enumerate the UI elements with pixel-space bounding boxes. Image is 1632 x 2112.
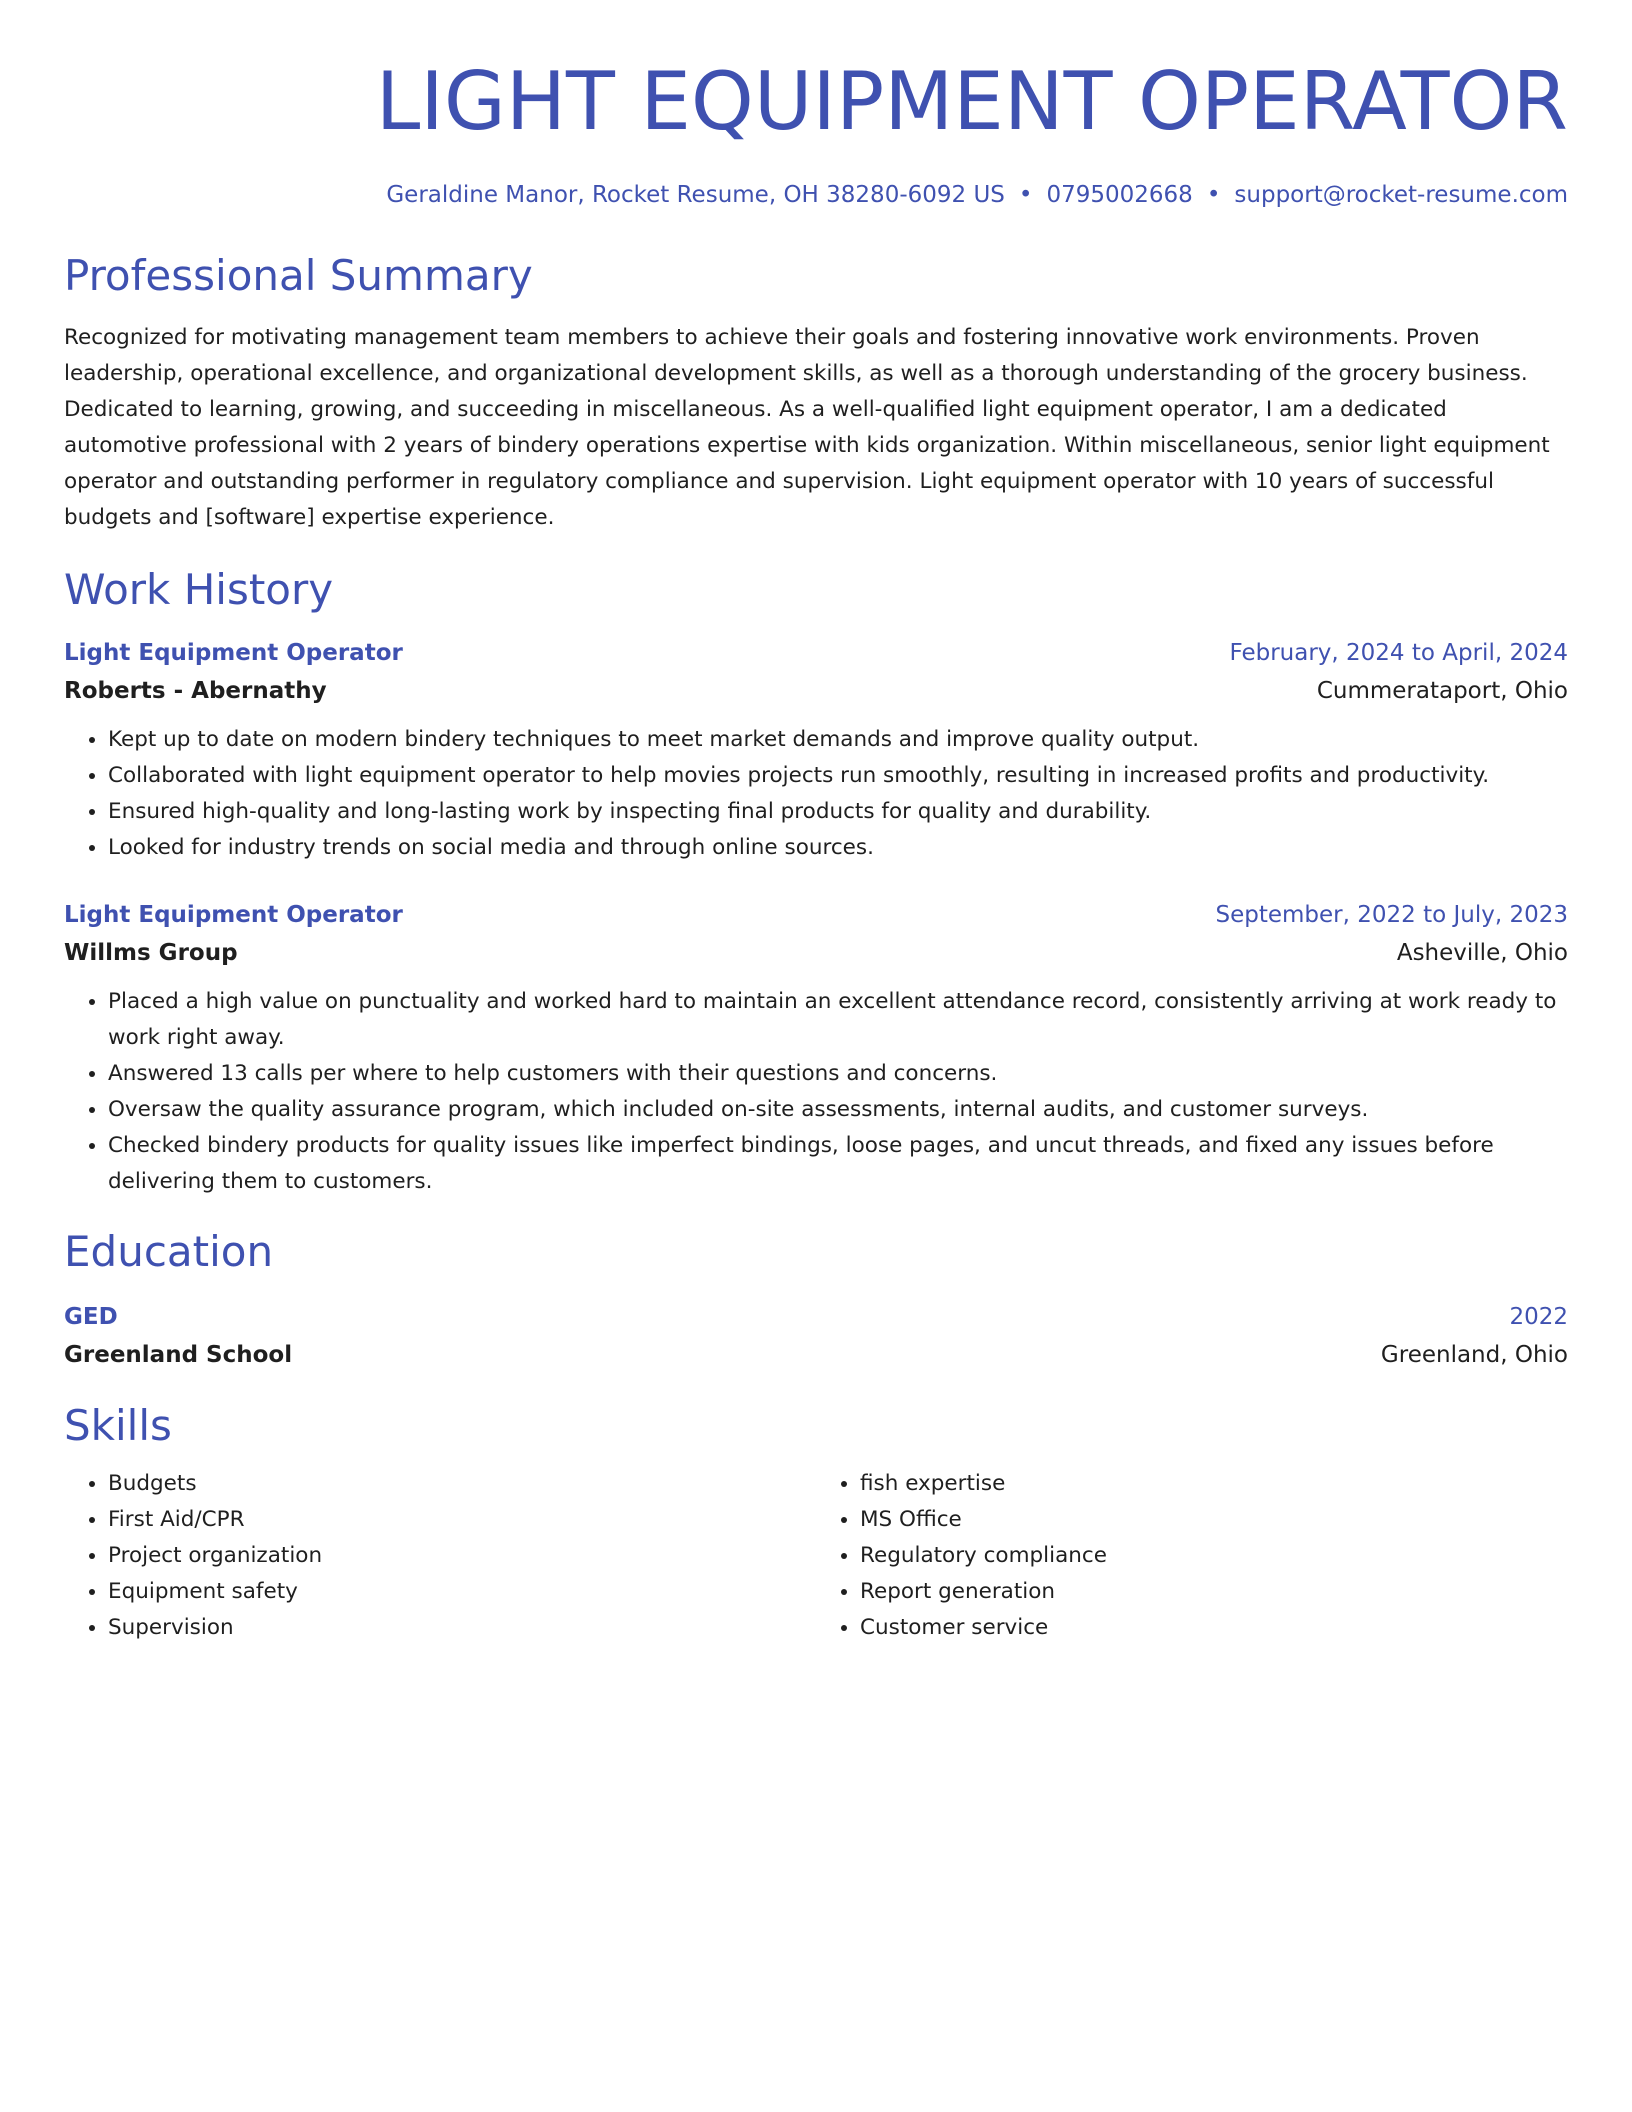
education-degree: GED <box>64 1304 118 1330</box>
education-year: 2022 <box>1509 1304 1568 1330</box>
education-location: Greenland, Ohio <box>1380 1342 1568 1368</box>
contact-email: support@rocket-resume.com <box>1234 182 1568 208</box>
section-heading-education: Education <box>64 1227 274 1276</box>
job-bullet: • Placed a high value on punctuality and worked hard to maintain an excellent attendance record, consistently arriving at work ready to work right away. <box>108 984 1568 1056</box>
section-heading-work: Work History <box>64 565 334 614</box>
job-company: Roberts - Abernathy <box>64 678 327 704</box>
skills-column-right <box>816 1466 1568 1646</box>
job-company: Willms Group <box>64 940 238 966</box>
skill-item: • Equipment safety <box>108 1574 816 1610</box>
skills-grid <box>64 1466 1568 1646</box>
contact-address: Geraldine Manor, Rocket Resume, OH 38280-6092 US <box>386 182 1005 208</box>
skills-column-left <box>64 1466 816 1646</box>
contact-phone: 0795002668 <box>1046 182 1193 208</box>
section-heading-summary: Professional Summary <box>64 251 533 300</box>
skill-item: • Project organization <box>108 1538 816 1574</box>
job-bullet: • Collaborated with light equipment operator to help movies projects run smoothly, resulting in increased profits and productivity. <box>108 758 1568 794</box>
education-school: Greenland School <box>64 1342 293 1368</box>
job-bullet: • Answered 13 calls per where to help customers with their questions and concerns. <box>108 1056 1568 1092</box>
skill-item: • First Aid/CPR <box>108 1502 816 1538</box>
contact-separator: • <box>1018 182 1033 208</box>
job-bullets <box>64 722 1568 866</box>
summary-text: Recognized for motivating management team members to achieve their goals and fostering innovative work environments. Proven leadership, operational excellence, and organizational development skills, as well as a thorough understanding of the grocery business. Dedicated to learning, growing, and succeeding in miscellaneous. As a well-qualified light equipment operator, I am a dedicated automotive professional with 2 years of bindery operations expertise with kids organization. Within miscellaneous, senior light equipment operator and outstanding performer in regulatory compliance and supervision. Light equipment operator with 10 years of successful budgets and [software] expertise experience. <box>64 325 1550 530</box>
job-entry <box>64 896 1568 1200</box>
skill-item: • fish expertise <box>860 1466 1568 1502</box>
job-title: Light Equipment Operator <box>64 640 403 666</box>
skill-item: • Customer service <box>860 1610 1568 1646</box>
skill-item: • Report generation <box>860 1574 1568 1610</box>
job-bullets <box>64 984 1568 1200</box>
job-entry <box>64 634 1568 866</box>
job-title: Light Equipment Operator <box>64 902 403 928</box>
section-heading-skills: Skills <box>64 1401 172 1450</box>
skills-section <box>64 1400 1568 1646</box>
job-bullet: • Oversaw the quality assurance program, which included on-site assessments, internal audits, and customer surveys. <box>108 1092 1568 1128</box>
skill-item: • Supervision <box>108 1610 816 1646</box>
job-bullet: • Ensured high-quality and long-lasting work by inspecting final products for quality and durability. <box>108 794 1568 830</box>
job-bullet: • Looked for industry trends on social media and through online sources. <box>108 830 1568 866</box>
job-bullet: • Checked bindery products for quality issues like imperfect bindings, loose pages, and uncut threads, and fixed any issues before delivering them to customers. <box>108 1128 1568 1200</box>
job-dates: September, 2022 to July, 2023 <box>1215 902 1568 928</box>
skill-item: • MS Office <box>860 1502 1568 1538</box>
contact-line <box>64 180 1568 210</box>
education-entry <box>64 1298 1568 1374</box>
skill-item: • Regulatory compliance <box>860 1538 1568 1574</box>
professional-summary-section <box>64 250 1568 536</box>
skill-item: • Budgets <box>108 1466 816 1502</box>
education-section <box>64 1226 1568 1374</box>
job-location: Cummerataport, Ohio <box>1316 678 1568 704</box>
resume-title: LIGHT EQUIPMENT OPERATOR <box>375 55 1568 148</box>
job-dates: February, 2024 to April, 2024 <box>1229 640 1568 666</box>
job-location: Asheville, Ohio <box>1396 940 1568 966</box>
contact-separator: • <box>1206 182 1221 208</box>
job-bullet: • Kept up to date on modern bindery techniques to meet market demands and improve quality output. <box>108 722 1568 758</box>
work-history-section <box>64 564 1568 1200</box>
